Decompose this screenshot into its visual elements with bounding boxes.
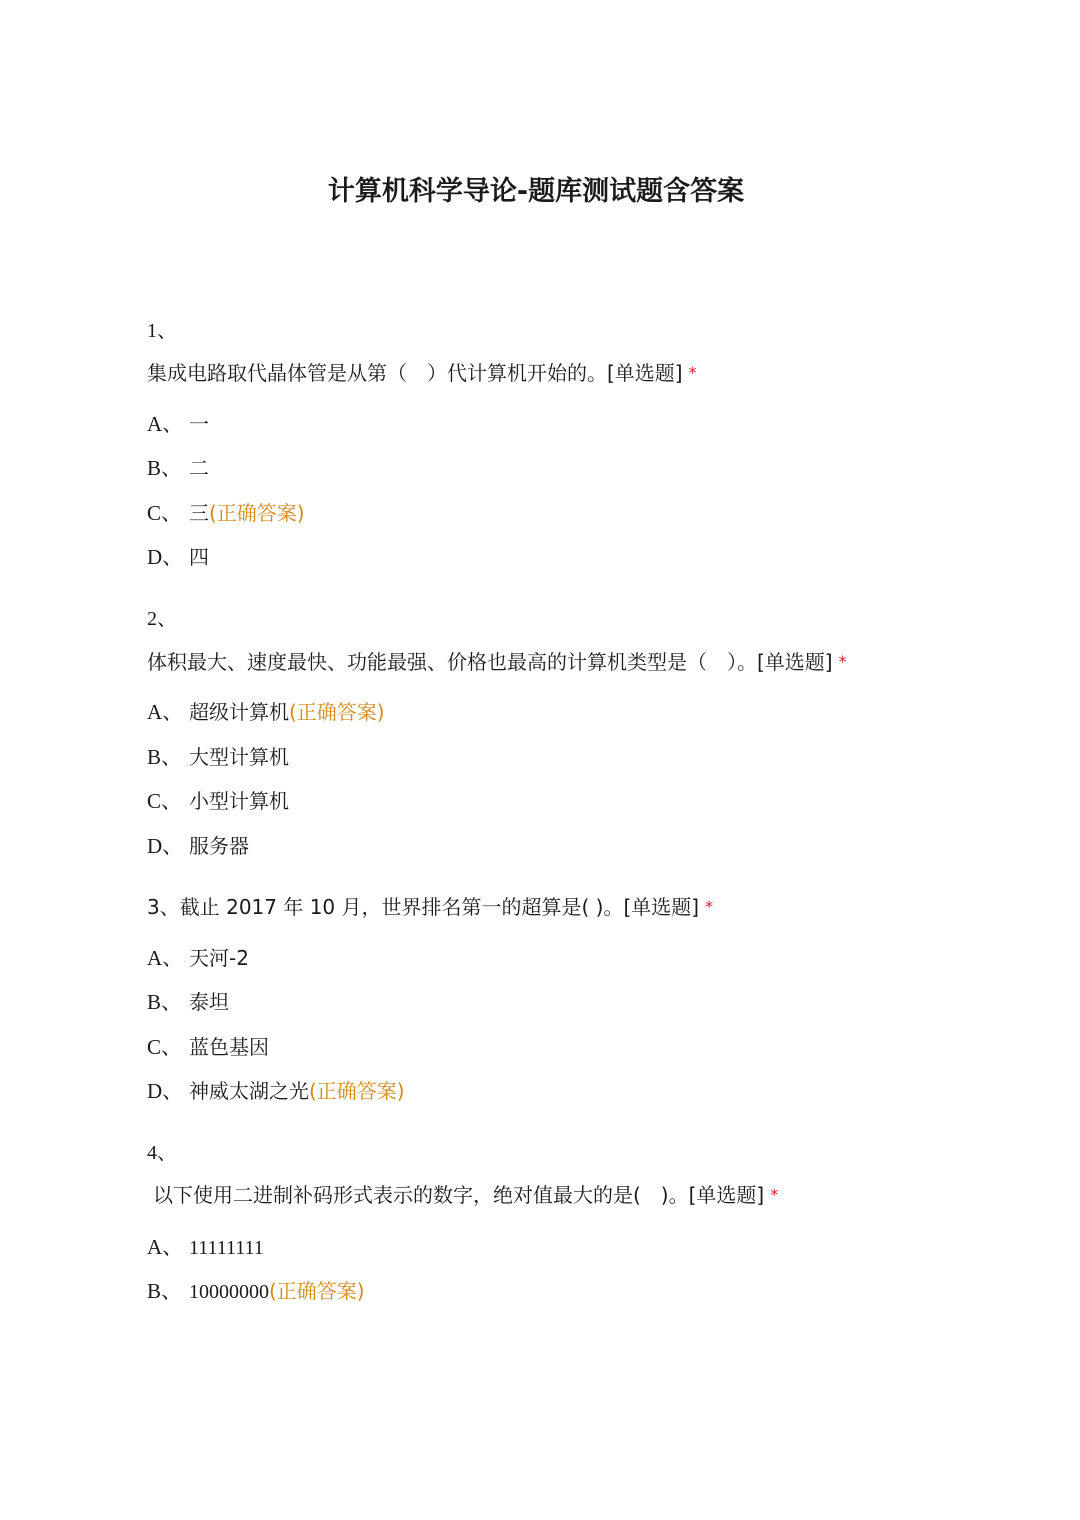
correct-answer-label: (正确答案): [309, 1079, 405, 1103]
option-key: B、: [147, 456, 183, 480]
required-icon: *: [838, 652, 847, 671]
option-key: C、: [147, 501, 183, 525]
option: [147, 788, 289, 814]
option-text: 神威太湖之光: [189, 1079, 309, 1103]
required-icon: *: [705, 897, 714, 916]
option: [147, 699, 385, 725]
option-text: 蓝色基因: [189, 1035, 269, 1059]
option: [147, 455, 209, 481]
option-key: B、: [147, 990, 183, 1014]
option: [147, 989, 229, 1015]
option: [147, 1234, 264, 1261]
option: [147, 1034, 269, 1060]
option-text: 小型计算机: [189, 789, 289, 813]
option-text: 二: [189, 456, 209, 480]
option-key: A、: [147, 412, 184, 436]
option-key: D、: [147, 834, 184, 858]
question-stem: 体积最大、速度最快、功能最强、价格也最高的计算机类型是（ ）。[单选题]: [147, 650, 833, 674]
option-text: 天河-2: [189, 946, 249, 970]
option-text: 三: [189, 501, 209, 525]
question-text: [147, 360, 697, 386]
option-text: 服务器: [189, 834, 249, 858]
option-key: D、: [147, 545, 184, 569]
option-text: 10000000: [189, 1281, 269, 1303]
option-key: B、: [147, 1279, 183, 1303]
option-text: 超级计算机: [189, 700, 289, 724]
correct-answer-label: (正确答案): [269, 1279, 365, 1303]
question-stem: 以下使用二进制补码形式表示的数字，绝对值最大的是( )。[单选题]: [153, 1183, 765, 1207]
option-text: 大型计算机: [189, 745, 289, 769]
option-key: A、: [147, 1235, 184, 1259]
question-text: [147, 894, 713, 920]
required-icon: *: [688, 363, 697, 382]
question-number: 2、: [147, 608, 177, 630]
option-key: B、: [147, 745, 183, 769]
option: [147, 945, 249, 971]
option: [147, 411, 209, 437]
correct-answer-label: (正确答案): [209, 501, 305, 525]
option-text: 一: [189, 412, 209, 436]
question-stem: 集成电路取代晶体管是从第（ ）代计算机开始的。[单选题]: [147, 361, 683, 385]
question-number: 1、: [147, 320, 177, 342]
option: [147, 744, 289, 770]
option: [147, 1078, 405, 1104]
correct-answer-label: (正确答案): [289, 700, 385, 724]
option: [147, 500, 305, 526]
option-text: 四: [189, 545, 209, 569]
required-icon: *: [770, 1185, 779, 1204]
option-key: A、: [147, 700, 184, 724]
option-key: A、: [147, 946, 184, 970]
document-title: 计算机科学导论-题库测试题含答案: [327, 176, 745, 207]
question-number: 3、: [147, 895, 180, 919]
option-key: D、: [147, 1079, 184, 1103]
option-text: 泰坦: [189, 990, 229, 1014]
option: [147, 544, 209, 570]
option-key: C、: [147, 789, 183, 813]
option-text: 11111111: [189, 1237, 264, 1259]
question-stem: 截止 2017 年 10 月，世界排名第一的超算是( )。[单选题]: [179, 895, 700, 919]
option-key: C、: [147, 1035, 183, 1059]
question-number: 4、: [147, 1142, 177, 1164]
question-text: [147, 649, 847, 675]
question-text: [153, 1182, 778, 1208]
option: [147, 833, 249, 859]
option: [147, 1278, 365, 1305]
